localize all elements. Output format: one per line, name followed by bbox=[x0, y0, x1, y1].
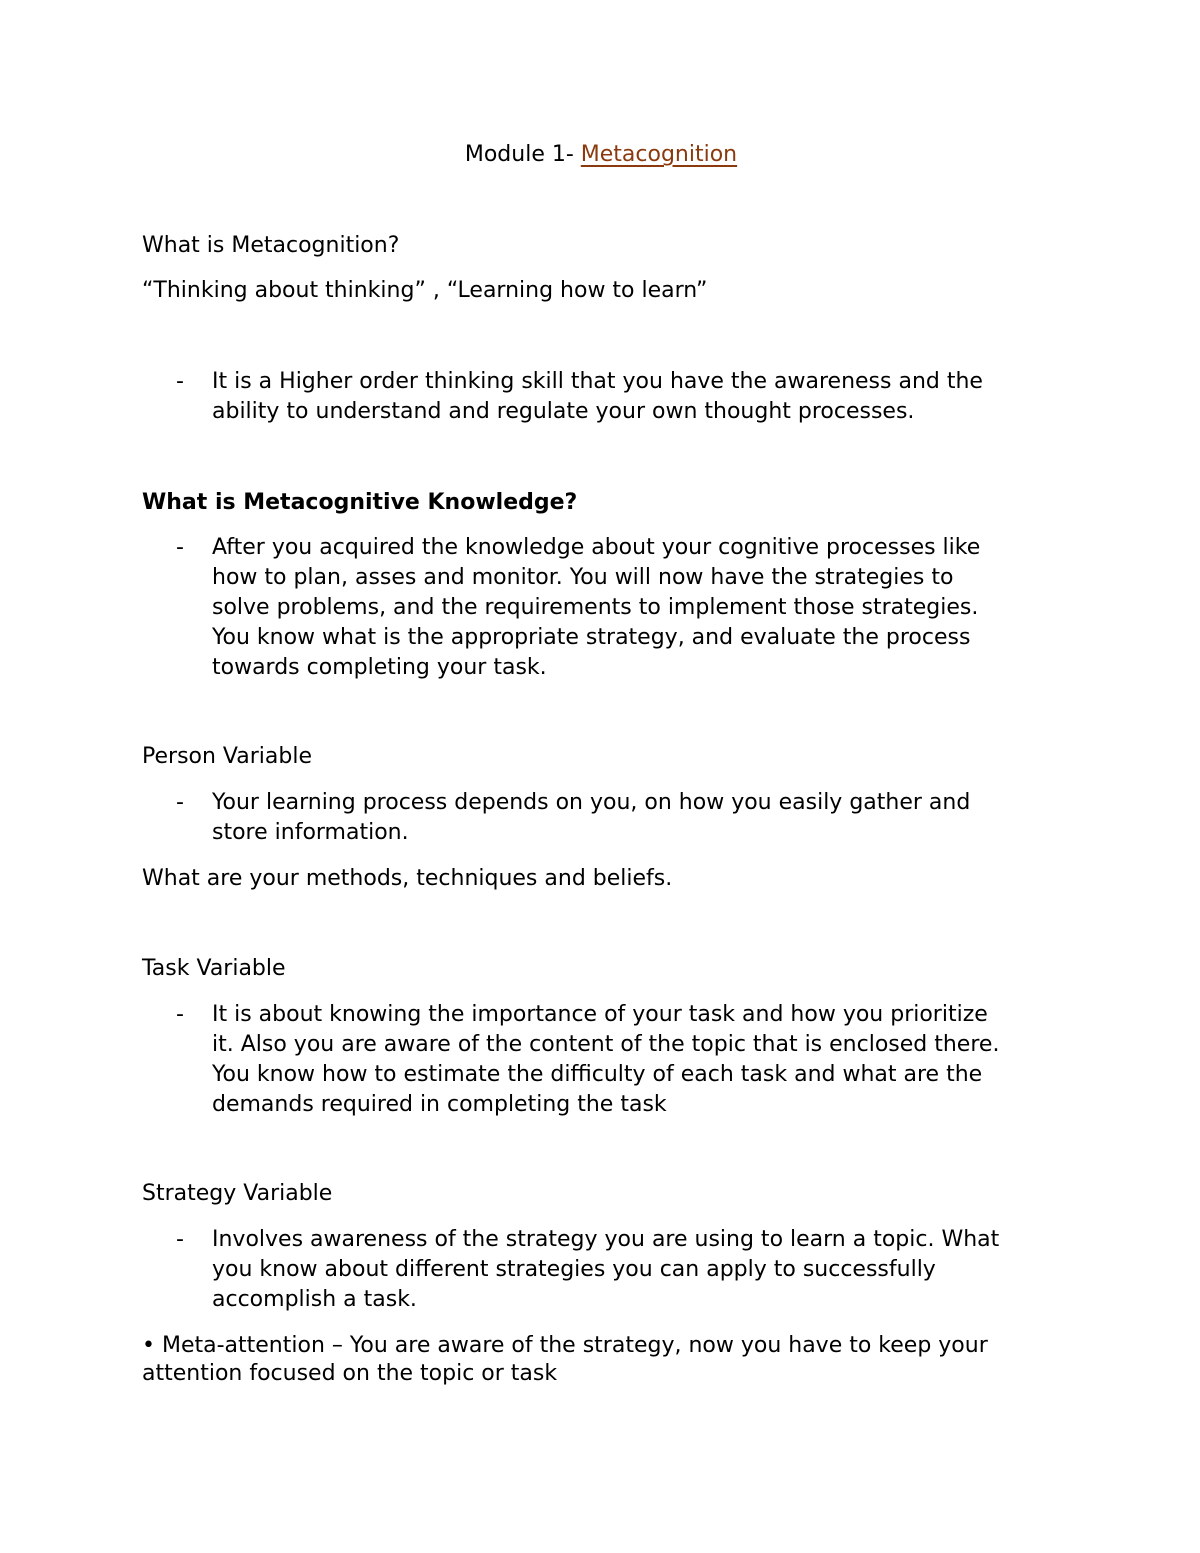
knowledge-heading: What is Metacognitive Knowledge? bbox=[142, 490, 578, 515]
knowledge-bullet bbox=[212, 533, 1092, 683]
bullet-line: You know what is the appropriate strategy, and evaluate the process bbox=[212, 625, 971, 650]
bullet-line: you know about different strategies you can apply to successfully bbox=[212, 1257, 936, 1282]
bullet-line: Your learning process depends on you, on how you easily gather and bbox=[212, 790, 971, 815]
bullet-line: You know how to estimate the difficulty of each task and what are the bbox=[212, 1062, 983, 1087]
task-heading: Task Variable bbox=[142, 956, 286, 981]
intro-question: What is Metacognition? bbox=[142, 233, 400, 258]
bullet-line: Involves awareness of the strategy you are using to learn a topic. What bbox=[212, 1227, 1000, 1252]
person-heading: Person Variable bbox=[142, 744, 312, 769]
bullet-line: solve problems, and the requirements to implement those strategies. bbox=[212, 595, 979, 620]
intro-quote: “Thinking about thinking” , “Learning how to learn” bbox=[142, 278, 708, 303]
bullet-line: It is a Higher order thinking skill that you have the awareness and the bbox=[212, 369, 983, 394]
bullet-line: store information. bbox=[212, 820, 409, 845]
bullet-line: accomplish a task. bbox=[212, 1287, 417, 1312]
document-title bbox=[0, 140, 1200, 170]
bullet-line: It is about knowing the importance of your task and how you prioritize bbox=[212, 1002, 988, 1027]
meta-attention-line: attention focused on the topic or task bbox=[142, 1361, 558, 1386]
bullet-line: ability to understand and regulate your own thought processes. bbox=[212, 399, 915, 424]
intro-bullet bbox=[212, 367, 1092, 427]
person-bullet bbox=[212, 788, 1092, 848]
bullet-line: demands required in completing the task bbox=[212, 1092, 667, 1117]
title-link[interactable]: Metacognition bbox=[580, 142, 738, 167]
bullet-line: it. Also you are aware of the content of the topic that is enclosed there. bbox=[212, 1032, 1000, 1057]
strategy-bullet bbox=[212, 1225, 1092, 1315]
bullet-marker: - bbox=[176, 790, 184, 815]
title-prefix: Module 1- bbox=[464, 142, 581, 167]
bullet-marker: - bbox=[176, 1002, 184, 1027]
bullet-line: how to plan, asses and monitor. You will now have the strategies to bbox=[212, 565, 954, 590]
bullet-marker: - bbox=[176, 369, 184, 394]
strategy-heading: Strategy Variable bbox=[142, 1181, 333, 1206]
meta-attention-paragraph bbox=[142, 1331, 988, 1389]
person-note: What are your methods, techniques and beliefs. bbox=[142, 866, 673, 891]
bullet-line: After you acquired the knowledge about your cognitive processes like bbox=[212, 535, 981, 560]
bullet-marker: - bbox=[176, 535, 184, 560]
bullet-marker: - bbox=[176, 1227, 184, 1252]
bullet-line: towards completing your task. bbox=[212, 655, 547, 680]
task-bullet bbox=[212, 1000, 1092, 1120]
meta-attention-line: • Meta-attention – You are aware of the strategy, now you have to keep your bbox=[142, 1333, 988, 1358]
